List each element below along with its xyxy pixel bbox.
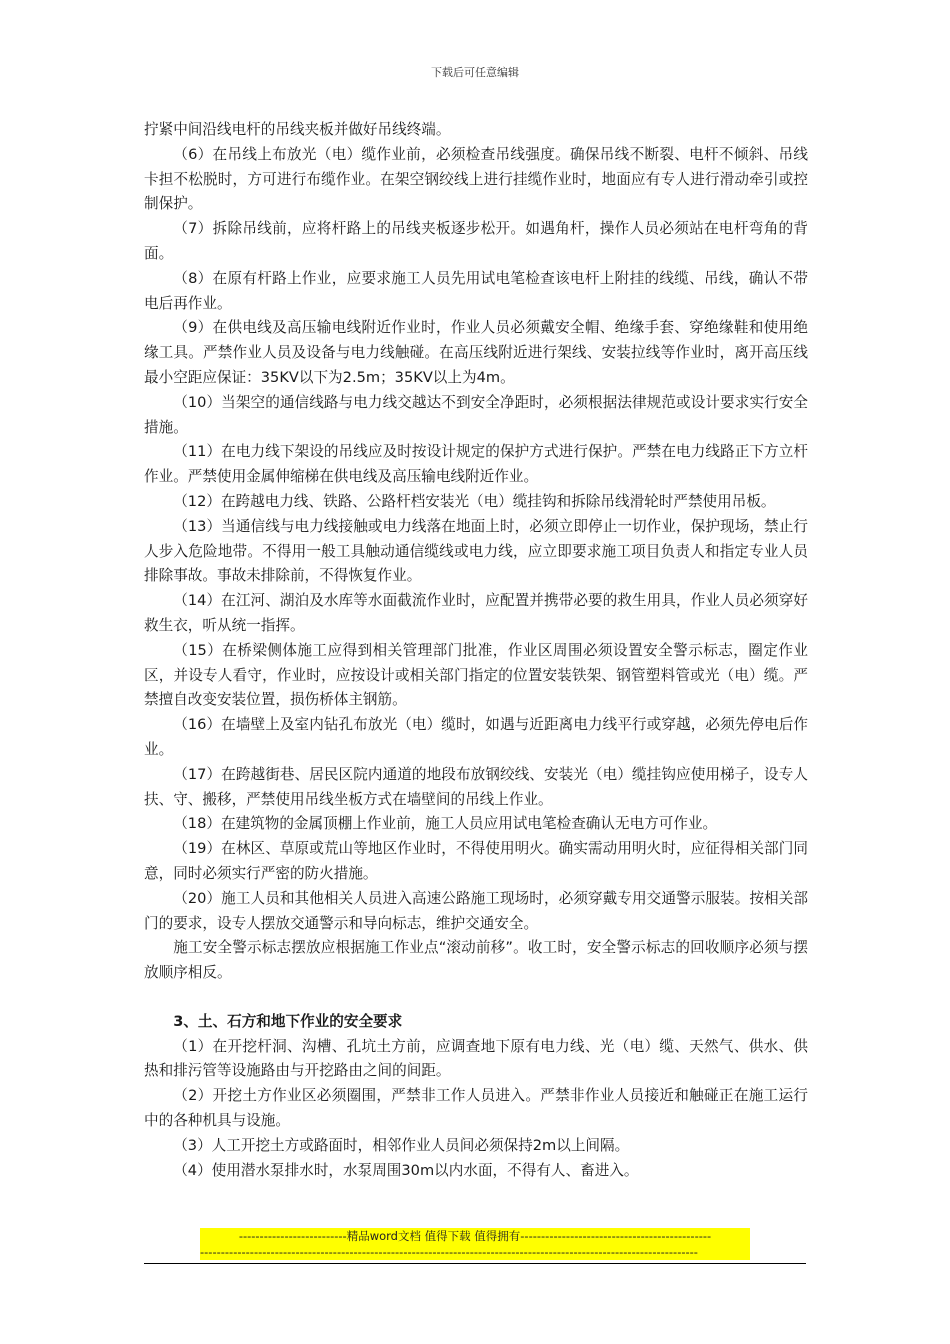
paragraph: （19）在林区、草原或荒山等地区作业时，不得使用明火。确实需动用明火时，应征得相关部门同意，同时必须实行严密的防火措施。 bbox=[144, 840, 808, 882]
document-body bbox=[144, 118, 808, 1183]
paragraph: （15）在桥梁侧体施工应得到相关管理部门批准，作业区周围必须设置安全警示标志，圈定作业区，并设专人看守，作业时，应按设计或相关部门指定的位置安装铁架、钢管塑料管或光（电）缆。严禁擅自改变安装位置，损伤桥体主钢筋。 bbox=[144, 641, 808, 709]
paragraph: （6）在吊线上布放光（电）缆作业前，必须检查吊线强度。确保吊线不断裂、电杆不倾斜、吊线卡担不松脱时，方可进行布缆作业。在架空钢绞线上进行挂缆作业时，地面应有专人进行滑动牵引或控制保护。 bbox=[144, 145, 808, 213]
footer-banner bbox=[200, 1228, 750, 1260]
paragraph: （20）施工人员和其他相关人员进入高速公路施工现场时，必须穿戴专用交通警示服装。按相关部门的要求，设专人摆放交通警示和导向标志，维护交通安全。 bbox=[144, 889, 808, 932]
paragraph: （11）在电力线下架设的吊线应及时按设计规定的保护方式进行保护。严禁在电力线路正下方立杆作业。严禁使用金属伸缩梯在供电线及高压输电线附近作业。 bbox=[144, 443, 808, 486]
paragraph: （4）使用潜水泵排水时，水泵周围30m以内水面，不得有人、畜进入。 bbox=[173, 1161, 639, 1179]
paragraph: （17）在跨越街巷、居民区院内通道的地段布放钢绞线、安装光（电）缆挂钩应使用梯子，设专人扶、守、搬移，严禁使用吊线坐板方式在墙壁间的吊线上作业。 bbox=[144, 765, 808, 808]
paragraph: （18）在建筑物的金属顶棚上作业前，施工人员应用试电笔检查确认无电方可作业。 bbox=[173, 815, 718, 833]
paragraph: （8）在原有杆路上作业，应要求施工人员先用试电笔检查该电杆上附挂的线缆、吊线，确认不带电后再作业。 bbox=[144, 269, 808, 312]
paragraph: （2）开挖土方作业区必须圈围，严禁非工作人员进入。严禁非作业人员接近和触碰正在施工运行中的各种机具与设施。 bbox=[144, 1087, 808, 1130]
paragraph: （12）在跨越电力线、铁路、公路杆档安装光（电）缆挂钩和拆除吊线滑轮时严禁使用吊板。 bbox=[173, 492, 776, 510]
paragraph: （3）人工开挖土方或路面时，相邻作业人员间必须保持2m以上间隔。 bbox=[173, 1136, 630, 1154]
footer-line-2: ------------------------------------------------------------------------------------------------------------------------ bbox=[200, 1244, 750, 1260]
paragraph: （16）在墙壁上及室内钻孔布放光（电）缆时，如遇与近距离电力线平行或穿越，必须先停电后作业。 bbox=[144, 716, 808, 758]
section-heading: 3、土、石方和地下作业的安全要求 bbox=[173, 1012, 403, 1030]
paragraph: （14）在江河、湖泊及水库等水面截流作业时，应配置并携带必要的救生用具，作业人员必须穿好救生衣，听从统一指挥。 bbox=[144, 592, 808, 634]
paragraph: 施工安全警示标志摆放应根据施工作业点“滚动前移”。收工时，安全警示标志的回收顺序必须与摆放顺序相反。 bbox=[144, 939, 808, 982]
footer-divider bbox=[144, 1263, 806, 1264]
footer-line-1: --------------------------精品word文档 值得下载 值得拥有---------------------------------------------- bbox=[200, 1228, 750, 1244]
paragraph: （9）在供电线及高压输电线附近作业时，作业人员必须戴安全帽、绝缘手套、穿绝缘鞋和使用绝缘工具。严禁作业人员及设备与电力线触碰。在高压线附近进行架线、安装拉线等作业时，离开高压线最小空距应保证：35KV以下为2.5m；35KV以上为4m。 bbox=[144, 319, 808, 386]
paragraph: （13）当通信线与电力线接触或电力线落在地面上时，必须立即停止一切作业，保护现场，禁止行人步入危险地带。不得用一般工具触动通信缆线或电力线，应立即要求施工项目负责人和指定专业人员排除事故。事故未排除前，不得恢复作业。 bbox=[144, 517, 808, 585]
paragraph: 拧紧中间沿线电杆的吊线夹板并做好吊线终端。 bbox=[144, 121, 451, 138]
paragraph: （10）当架空的通信线路与电力线交越达不到安全净距时，必须根据法律规范或设计要求实行安全措施。 bbox=[144, 393, 808, 436]
header-note: 下载后可任意编辑 bbox=[431, 66, 519, 79]
paragraph: （1）在开挖杆洞、沟槽、孔坑土方前，应调查地下原有电力线、光（电）缆、天然气、供水、供热和排污管等设施路由与开挖路由之间的间距。 bbox=[144, 1037, 808, 1080]
paragraph: （7）拆除吊线前，应将杆路上的吊线夹板逐步松开。如遇角杆，操作人员必须站在电杆弯角的背面。 bbox=[144, 220, 808, 262]
